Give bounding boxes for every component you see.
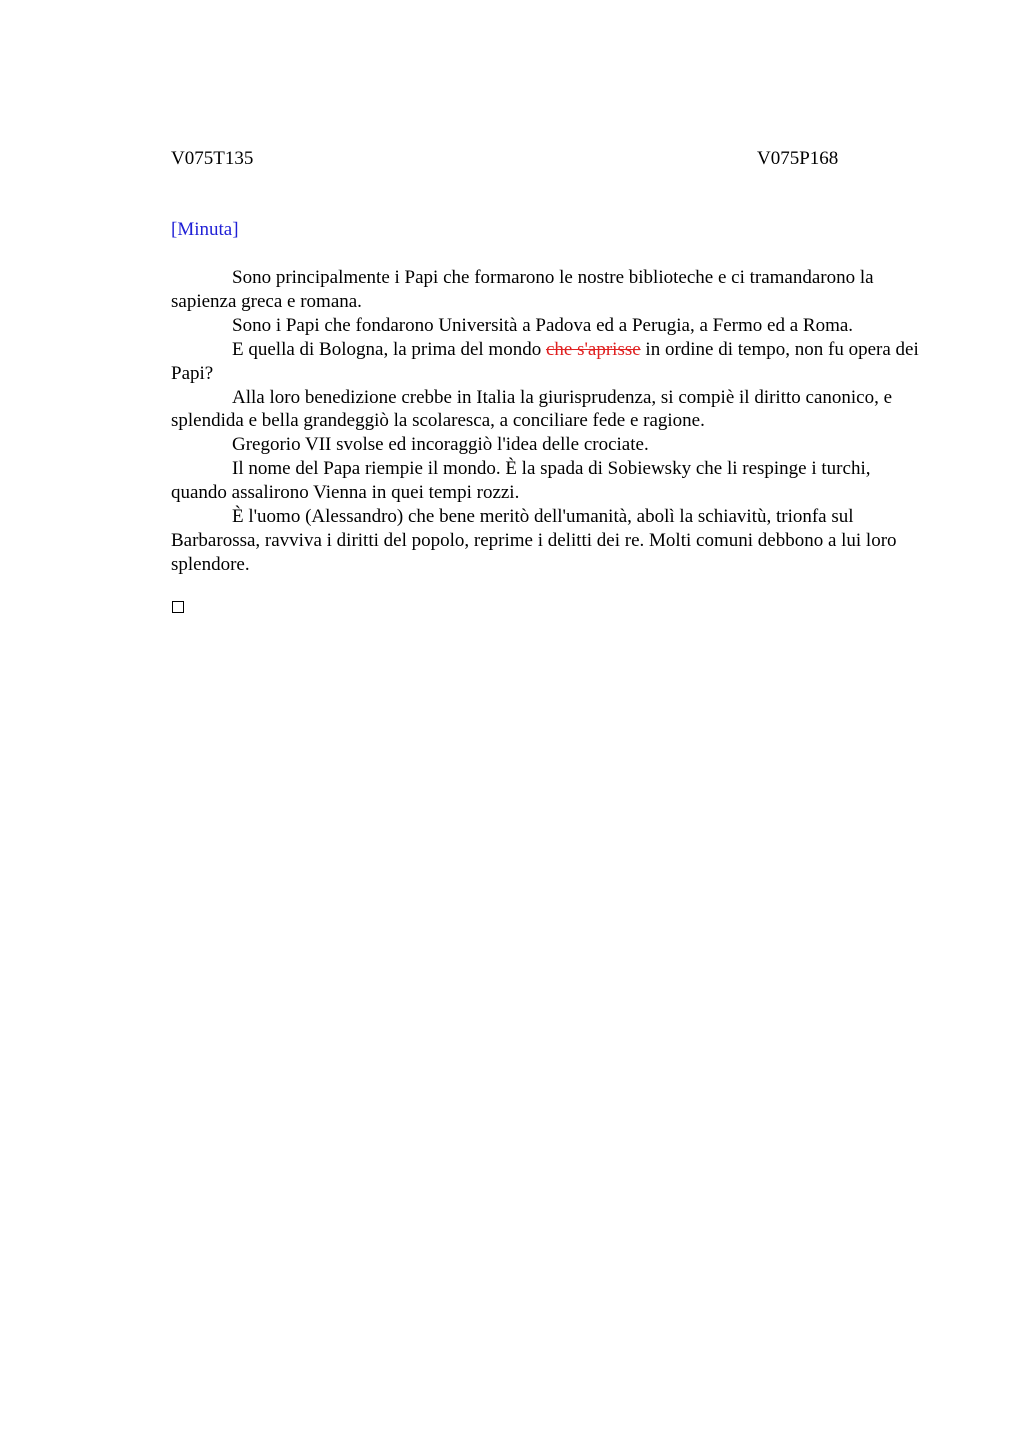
paragraph: È l'uomo (Alessandro) che bene meritò dell'umanità, abolì la schiavitù, trionfa sul Barbarossa, ravviva i diritti del popolo, reprime i delitti dei re. Molti comuni debbono a lui loro splendore. — [171, 506, 897, 575]
document-body — [171, 266, 931, 577]
paragraph: Il nome del Papa riempie il mondo. È la spada di Sobiewsky che li respinge i turchi, quando assalirono Vienna in quei tempi rozzi. — [171, 458, 871, 504]
document-code-right: V075P168 — [757, 148, 839, 169]
paragraph: Alla loro benedizione crebbe in Italia la giurisprudenza, si compiè il diritto canonico, e splendida e bella grandeggiò la scolaresca, a conciliare fede e ragione. — [171, 386, 893, 432]
deleted-text: che s'aprisse — [545, 338, 641, 360]
paragraph-text-before: E quella di Bologna, la prima del mondo — [232, 338, 546, 360]
empty-square-icon — [172, 601, 184, 613]
paragraph: Gregorio VII svolse ed incoraggiò l'idea delle crociate. — [232, 434, 649, 456]
paragraph — [171, 338, 931, 386]
paragraph: Sono i Papi che fondarono Università a Padova ed a Perugia, a Fermo ed a Roma. — [232, 314, 854, 336]
paragraph-text-after: in ordine di tempo, non fu opera dei Papi? — [171, 338, 919, 384]
paragraph: Sono principalmente i Papi che formarono le nostre biblioteche e ci tramandarono la sapienza greca e romana. — [171, 267, 874, 312]
section-label: [Minuta] — [171, 219, 239, 240]
document-code-left: V075T135 — [171, 148, 254, 169]
